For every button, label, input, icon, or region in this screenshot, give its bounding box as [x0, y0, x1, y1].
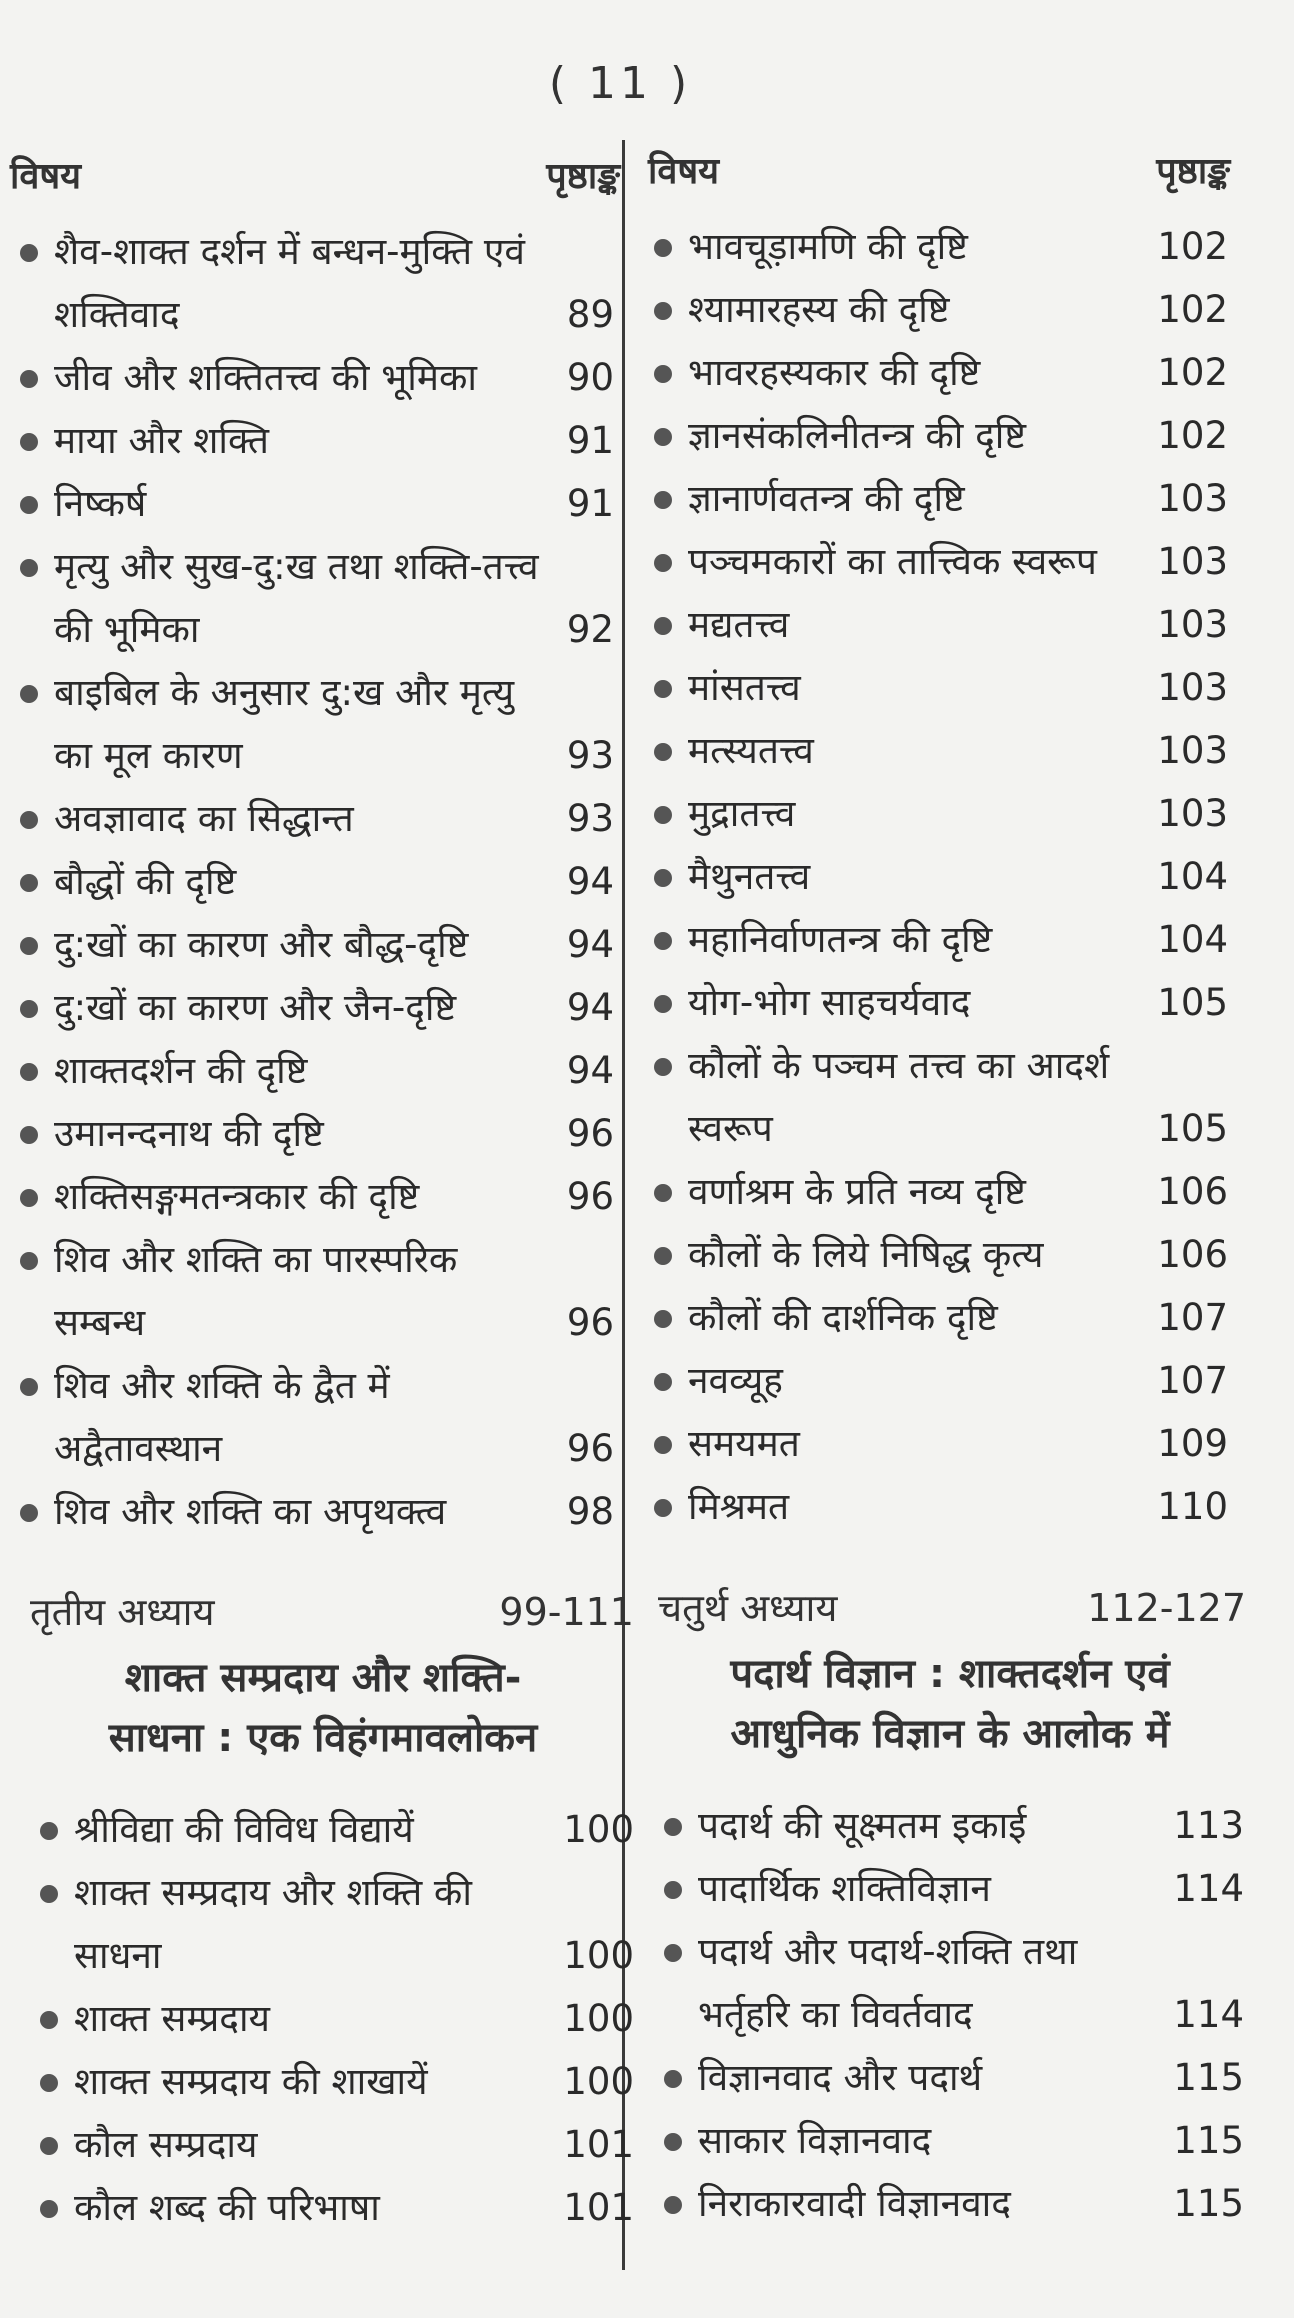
entry-page-number: 94 — [566, 986, 614, 1029]
toc-entry — [640, 1160, 1250, 1223]
entry-title: नवव्यूह — [688, 1359, 783, 1402]
toc-entry — [650, 2109, 1250, 2172]
bullet-icon — [654, 1310, 672, 1328]
toc-entry — [650, 2046, 1250, 2109]
entry-title: निराकारवादी विज्ञानवाद — [698, 2182, 1011, 2225]
entry-page-number: 109 — [1157, 1422, 1228, 1465]
page-heading: पृष्ठाङ्क — [546, 156, 620, 197]
bullet-icon — [20, 559, 38, 577]
bullet-icon — [654, 491, 672, 509]
bullet-icon — [20, 937, 38, 955]
toc-entry — [640, 467, 1250, 530]
bullet-icon — [20, 1189, 38, 1207]
entry-title: जीव और शक्तितत्त्व की भूमिका — [54, 356, 477, 399]
bullet-icon — [40, 2011, 58, 2029]
entry-page-number: 96 — [566, 1301, 614, 1344]
toc-entry — [6, 1039, 630, 1102]
subject-heading: विषय — [648, 151, 720, 192]
entry-page-number: 115 — [1173, 2119, 1244, 2162]
chapter-three-section — [16, 1582, 640, 2239]
entry-page-number: 107 — [1157, 1296, 1228, 1339]
toc-entry — [6, 1102, 630, 1165]
chapter-three-line — [16, 1582, 640, 1642]
bullet-icon — [664, 2070, 682, 2088]
bullet-icon — [20, 1000, 38, 1018]
entry-title: भावरहस्यकार की दृष्टि — [688, 351, 981, 394]
bullet-icon — [654, 1058, 672, 1076]
bullet-icon — [20, 370, 38, 388]
chapter-three-heading — [6, 1648, 640, 1768]
page-heading: पृष्ठाङ्क — [1156, 151, 1230, 192]
entry-page-number: 94 — [566, 860, 614, 903]
toc-entry — [640, 908, 1250, 971]
entry-page-number: 114 — [1173, 1867, 1244, 1910]
left-column — [6, 150, 630, 1543]
bullet-icon — [20, 874, 38, 892]
chapter-four-line — [650, 1578, 1250, 1638]
toc-entry — [650, 1857, 1250, 1920]
chapter-four-heading — [650, 1644, 1250, 1764]
toc-entry — [640, 1223, 1250, 1286]
entry-page-number: 103 — [1157, 603, 1228, 646]
bullet-icon — [654, 617, 672, 635]
toc-entry — [6, 913, 630, 976]
toc-entry — [640, 404, 1250, 467]
entry-page-number: 91 — [566, 419, 614, 462]
toc-entry — [640, 530, 1250, 593]
bullet-icon — [20, 1252, 38, 1270]
entry-page-number: 104 — [1157, 855, 1228, 898]
bullet-icon — [664, 1944, 682, 1962]
entry-page-number: 93 — [566, 734, 614, 777]
entry-page-number: 100 — [563, 1934, 634, 1977]
entry-page-number: 92 — [566, 608, 614, 651]
entry-title: पादार्थिक शक्तिविज्ञान — [698, 1867, 991, 1910]
toc-entry — [26, 1861, 640, 1987]
entry-page-number: 104 — [1157, 918, 1228, 961]
entry-page-number: 96 — [566, 1112, 614, 1155]
entry-page-number: 103 — [1157, 477, 1228, 520]
toc-entry — [6, 220, 630, 346]
toc-entry — [640, 656, 1250, 719]
bullet-icon — [654, 806, 672, 824]
toc-entry — [6, 409, 630, 472]
toc-entry — [650, 2172, 1250, 2235]
bullet-icon — [654, 680, 672, 698]
chapter-four-entry-list — [650, 1794, 1250, 2235]
toc-entry — [6, 535, 630, 661]
entry-title: बौद्धों की दृष्टि — [54, 860, 237, 903]
right-column-header — [640, 145, 1250, 205]
bullet-icon — [664, 2196, 682, 2214]
entry-page-number: 103 — [1157, 792, 1228, 835]
bullet-icon — [654, 239, 672, 257]
entry-page-number: 110 — [1157, 1485, 1228, 1528]
entry-title: पदार्थ और पदार्थ-शक्ति तथा भर्तृहरि का विवर्तवाद — [698, 1930, 1078, 2036]
entry-page-number: 101 — [563, 2123, 634, 2166]
entry-page-number: 94 — [566, 923, 614, 966]
bullet-icon — [654, 995, 672, 1013]
chapter-label: तृतीय अध्याय — [30, 1590, 215, 1634]
entry-title: मांसतत्त्व — [688, 666, 801, 709]
entry-title: वर्णाश्रम के प्रति नव्य दृष्टि — [688, 1170, 1026, 1213]
right-entry-list — [640, 215, 1250, 1538]
entry-page-number: 100 — [563, 1997, 634, 2040]
toc-entry — [26, 1987, 640, 2050]
entry-title: पदार्थ की सूक्ष्मतम इकाई — [698, 1804, 1027, 1847]
entry-page-number: 96 — [566, 1175, 614, 1218]
entry-title: मिश्रमत — [688, 1485, 790, 1528]
toc-entry — [640, 341, 1250, 404]
bullet-icon — [664, 2133, 682, 2151]
left-column-header — [6, 150, 630, 210]
chapter-heading-line-2: आधुनिक विज्ञान के आलोक में — [730, 1711, 1170, 1757]
entry-title: शिव और शक्ति का पारस्परिक सम्बन्ध — [54, 1238, 458, 1344]
toc-entry — [6, 850, 630, 913]
bullet-icon — [654, 302, 672, 320]
toc-entry — [6, 787, 630, 850]
bullet-icon — [40, 2137, 58, 2155]
toc-entry — [640, 1034, 1250, 1160]
entry-title: महानिर्वाणतन्त्र की दृष्टि — [688, 918, 993, 961]
entry-title: उमानन्दनाथ की दृष्टि — [54, 1112, 324, 1155]
page-number: ( 11 ) — [548, 58, 692, 109]
toc-entry — [6, 472, 630, 535]
entry-title: माया और शक्ति — [54, 419, 269, 462]
entry-page-number: 102 — [1157, 351, 1228, 394]
entry-page-number: 101 — [563, 2186, 634, 2229]
entry-title: अवज्ञावाद का सिद्धान्त — [54, 797, 354, 840]
entry-page-number: 115 — [1173, 2182, 1244, 2225]
entry-title: श्यामारहस्य की दृष्टि — [688, 288, 950, 331]
subject-heading: विषय — [10, 156, 82, 197]
entry-page-number: 105 — [1157, 1107, 1228, 1150]
bullet-icon — [20, 1063, 38, 1081]
entry-page-number: 96 — [566, 1427, 614, 1470]
toc-entry — [26, 2113, 640, 2176]
entry-title: दु:खों का कारण और बौद्ध-दृष्टि — [54, 923, 469, 966]
bullet-icon — [20, 1126, 38, 1144]
entry-title: ज्ञानार्णवतन्त्र की दृष्टि — [688, 477, 965, 520]
entry-title: योग-भोग साहचर्यवाद — [688, 981, 971, 1024]
entry-title: शाक्त सम्प्रदाय — [74, 1997, 270, 2040]
entry-title: कौल शब्द की परिभाषा — [74, 2186, 380, 2229]
toc-entry — [640, 278, 1250, 341]
entry-title: मुद्रातत्त्व — [688, 792, 796, 835]
toc-entry — [640, 1412, 1250, 1475]
bullet-icon — [20, 496, 38, 514]
chapter-heading-line-1: पदार्थ विज्ञान : शाक्तदर्शन एवं — [730, 1651, 1170, 1697]
bullet-icon — [654, 428, 672, 446]
entry-page-number: 105 — [1157, 981, 1228, 1024]
entry-title: शक्तिसङ्गमतन्त्रकार की दृष्टि — [54, 1175, 420, 1218]
bullet-icon — [654, 932, 672, 950]
chapter-pages: 112-127 — [1087, 1586, 1246, 1630]
toc-entry — [640, 845, 1250, 908]
toc-entry — [6, 346, 630, 409]
entry-page-number: 113 — [1173, 1804, 1244, 1847]
toc-entry — [26, 2050, 640, 2113]
toc-entry — [6, 661, 630, 787]
entry-title: साकार विज्ञानवाद — [698, 2119, 932, 2162]
toc-entry — [26, 1798, 640, 1861]
bullet-icon — [40, 1822, 58, 1840]
bullet-icon — [654, 1247, 672, 1265]
entry-title: शिव और शक्ति के द्वैत में अद्वैतावस्थान — [54, 1364, 390, 1470]
entry-page-number: 102 — [1157, 288, 1228, 331]
chapter-four-section — [650, 1578, 1250, 2235]
entry-page-number: 102 — [1157, 225, 1228, 268]
entry-title: कौल सम्प्रदाय — [74, 2123, 258, 2166]
entry-page-number: 90 — [566, 356, 614, 399]
chapter-three-entry-list — [26, 1798, 640, 2239]
entry-title: शाक्तदर्शन की दृष्टि — [54, 1049, 308, 1092]
toc-entry — [6, 1165, 630, 1228]
bullet-icon — [654, 1499, 672, 1517]
entry-title: बाइबिल के अनुसार दु:ख और मृत्यु का मूल कारण — [54, 671, 515, 777]
entry-title: कौलों के लिये निषिद्ध कृत्य — [688, 1233, 1044, 1276]
entry-title: कौलों की दार्शनिक दृष्टि — [688, 1296, 998, 1339]
bullet-icon — [20, 1378, 38, 1396]
chapter-heading-line-1: शाक्त सम्प्रदाय और शक्ति- — [124, 1655, 522, 1701]
chapter-label: चतुर्थ अध्याय — [658, 1586, 838, 1630]
entry-page-number: 89 — [566, 293, 614, 336]
entry-title: शाक्त सम्प्रदाय और शक्ति की साधना — [74, 1871, 472, 1977]
chapter-heading-line-2: साधना : एक विहंगमावलोकन — [108, 1715, 538, 1761]
toc-entry — [640, 593, 1250, 656]
entry-title: दु:खों का कारण और जैन-दृष्टि — [54, 986, 457, 1029]
entry-title: शैव-शाक्त दर्शन में बन्धन-मुक्ति एवं शक्तिवाद — [54, 230, 525, 336]
bullet-icon — [654, 365, 672, 383]
entry-page-number: 114 — [1173, 1993, 1244, 2036]
entry-title: शिव और शक्ति का अपृथक्त्व — [54, 1490, 447, 1533]
toc-entry — [6, 976, 630, 1039]
entry-page-number: 93 — [566, 797, 614, 840]
entry-title: मृत्यु और सुख-दु:ख तथा शक्ति-तत्त्व की भूमिका — [54, 545, 539, 651]
entry-page-number: 106 — [1157, 1170, 1228, 1213]
bullet-icon — [664, 1818, 682, 1836]
toc-entry — [640, 1349, 1250, 1412]
toc-entry — [6, 1354, 630, 1480]
toc-entry — [26, 2176, 640, 2239]
toc-entry — [640, 719, 1250, 782]
entry-title: कौलों के पञ्चम तत्त्व का आदर्श स्वरूप — [688, 1044, 1110, 1150]
entry-page-number: 102 — [1157, 414, 1228, 457]
entry-page-number: 94 — [566, 1049, 614, 1092]
entry-title: मत्स्यतत्त्व — [688, 729, 814, 772]
bullet-icon — [654, 1373, 672, 1391]
bullet-icon — [40, 2074, 58, 2092]
entry-title: विज्ञानवाद और पदार्थ — [698, 2056, 983, 2099]
entry-title: मैथुनतत्त्व — [688, 855, 811, 898]
entry-title: शाक्त सम्प्रदाय की शाखायें — [74, 2060, 428, 2103]
bullet-icon — [654, 554, 672, 572]
entry-page-number: 103 — [1157, 540, 1228, 583]
bullet-icon — [20, 433, 38, 451]
bullet-icon — [654, 1436, 672, 1454]
entry-title: श्रीविद्या की विविध विद्यायें — [74, 1808, 414, 1851]
entry-title: पञ्चमकारों का तात्त्विक स्वरूप — [688, 540, 1097, 583]
bullet-icon — [40, 2200, 58, 2218]
bullet-icon — [20, 1504, 38, 1522]
bullet-icon — [654, 869, 672, 887]
entry-page-number: 100 — [563, 2060, 634, 2103]
entry-page-number: 91 — [566, 482, 614, 525]
bullet-icon — [20, 811, 38, 829]
entry-page-number: 103 — [1157, 729, 1228, 772]
entry-page-number: 115 — [1173, 2056, 1244, 2099]
entry-page-number: 103 — [1157, 666, 1228, 709]
toc-entry — [650, 1920, 1250, 2046]
entry-title: समयमत — [688, 1422, 800, 1465]
toc-entry — [640, 782, 1250, 845]
bullet-icon — [20, 244, 38, 262]
right-column — [640, 145, 1250, 1538]
left-entry-list — [6, 220, 630, 1543]
bullet-icon — [654, 743, 672, 761]
entry-title: मद्यतत्त्व — [688, 603, 790, 646]
toc-entry — [6, 1480, 630, 1543]
entry-title: ज्ञानसंकलिनीतन्त्र की दृष्टि — [688, 414, 1026, 457]
toc-entry — [640, 1475, 1250, 1538]
entry-page-number: 100 — [563, 1808, 634, 1851]
toc-entry — [640, 1286, 1250, 1349]
entry-page-number: 98 — [566, 1490, 614, 1533]
entry-title: भावचूड़ामणि की दृष्टि — [688, 225, 968, 268]
bullet-icon — [20, 685, 38, 703]
bullet-icon — [654, 1184, 672, 1202]
bullet-icon — [40, 1885, 58, 1903]
toc-entry — [6, 1228, 630, 1354]
entry-page-number: 107 — [1157, 1359, 1228, 1402]
toc-entry — [650, 1794, 1250, 1857]
chapter-pages: 99-111 — [499, 1590, 634, 1634]
entry-title: निष्कर्ष — [54, 482, 147, 525]
bullet-icon — [664, 1881, 682, 1899]
toc-entry — [640, 215, 1250, 278]
entry-page-number: 106 — [1157, 1233, 1228, 1276]
toc-entry — [640, 971, 1250, 1034]
